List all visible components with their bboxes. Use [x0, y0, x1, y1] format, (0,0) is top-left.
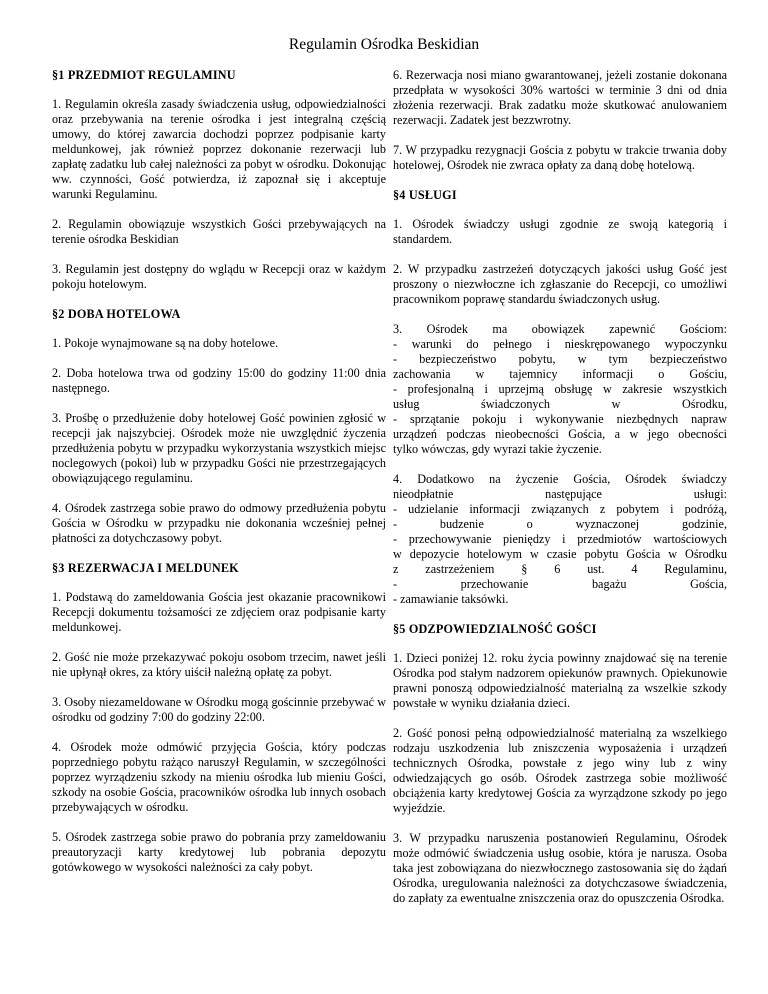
section-1-paragraph-3: 3. Regulamin jest dostępny do wglądu w Recepcji oraz w każdym pokoju hotelowym. [52, 262, 386, 291]
list-line: - profesjonalną i uprzejmą obsługę w zakresie wszystkich [393, 382, 727, 396]
right-column [393, 68, 727, 921]
section-1-paragraph-1: 1. Regulamin określa zasady świadczenia usług, odpowiedzialności oraz przebywania na terenie ośrodka i jest integralną częścią umowy, do której zawarcia dochodzi poprzez podpisanie karty meldunkowej, jak również poprzez dokonanie rezerwacji lub zapłatę zadatku lub całej należności za pobyt w ośrodku. Dokonując ww. czynności, Gość potwierdza, iż zapoznał się i akceptuje warunki Regulaminu. [52, 97, 386, 201]
section-2-paragraph-2: 2. Doba hotelowa trwa od godziny 15:00 do godziny 11:00 dnia następnego. [52, 366, 386, 395]
section-3-paragraph-7: 7. W przypadku rezygnacji Gościa z pobytu w trakcie trwania doby hotelowej, Ośrodek nie zwraca opłaty za daną dobę hotelową. [393, 143, 727, 172]
list-line: - sprzątanie pokoju i wykonywanie niezbędnych napraw [393, 412, 727, 426]
section-5-heading: §5 ODZPOWIEDZIALNOŚĆ GOŚCI [393, 622, 597, 636]
list-line: usług świadczonych w Ośrodku, [393, 397, 727, 411]
section-4-paragraph-2: 2. W przypadku zastrzeżeń dotyczących jakości usług Gość jest proszony o niezwłoczne ich zgłaszanie do Recepcji, co umożliwi pracownikom poprawę standardu świadczonych usług. [393, 262, 727, 306]
list-line: z zastrzeżeniem § 6 ust. 4 Regulaminu, [393, 562, 727, 576]
section-4-paragraph-1: 1. Ośrodek świadczy usługi zgodnie ze swoją kategorią i standardem. [393, 217, 727, 246]
list-line: w depozycie hotelowym w czasie pobytu Gościa w Ośrodku [393, 547, 727, 561]
section-3-paragraph-5: 5. Ośrodek zastrzega sobie prawo do pobrania przy zameldowaniu preautoryzacji karty kredytowej lub pobrania depozytu gotówkowego w wysokości należności za cały pobyt. [52, 830, 386, 874]
list-line: - przechowywanie pieniędzy i przedmiotów wartościowych [393, 532, 727, 546]
section-3-paragraph-4: 4. Ośrodek może odmówić przyjęcia Gościa, który podczas poprzedniego pobytu rażąco naruszył Regulamin, w szczególności poprzez wyrządzeniu szkody na mieniu ośrodka lub mieniu Gości, szkody na osobie Gościa, pracowników ośrodka lub innych osobach przebywających w ośrodku. [52, 740, 386, 814]
section-1-heading: §1 PRZEDMIOT REGULAMINU [52, 68, 236, 82]
list-line: - przechowanie bagażu Gościa, [393, 577, 727, 591]
section-4-heading: §4 USŁUGI [393, 188, 457, 202]
section-5-paragraph-3: 3. W przypadku naruszenia postanowień Regulaminu, Ośrodek może odmówić świadczenia usług osobie, która je narusza. Osoba taka jest zobowiązana do niezwłocznego zastosowania się do żądań Ośrodka, uregulowania należności za dotychczasowe świadczenia, do zapłaty za ewentualne zniszczenia oraz do opuszczenia Ośrodka. [393, 831, 727, 905]
section-5-paragraph-2: 2. Gość ponosi pełną odpowiedzialność materialną za wszelkiego rodzaju uszkodzenia lub zniszczenia wyposażenia i urządzeń technicznych Ośrodka, powstałe z jego winy lub z winy odwiedzających go osób. Ośrodek zastrzega sobie możliwość obciążenia karty kredytowej Gościa za wyrządzone szkody po jego wyjeździe. [393, 726, 727, 815]
section-4-paragraph-3 [393, 322, 727, 457]
section-3-paragraph-6: 6. Rezerwacja nosi miano gwarantowanej, jeżeli zostanie dokonana przedpłata w wysokości 30% wartości w terminie 3 dni od dnia złożenia rezerwacji. Brak zadatku może skutkować anulowaniem rezerwacji. Zadatek jest bezzwrotny. [393, 68, 727, 127]
document-title: Regulamin Ośrodka Beskidian [288, 36, 480, 53]
section-3-paragraph-3: 3. Osoby niezameldowane w Ośrodku mogą gościnnie przebywać w ośrodku od godziny 7:00 do godziny 22:00. [52, 695, 386, 724]
section-4-paragraph-4 [393, 472, 727, 607]
list-line: - warunki do pełnego i nieskrępowanego wypoczynku [393, 337, 727, 351]
section-3-heading: §3 REZERWACJA I MELDUNEK [52, 561, 239, 575]
list-line: zachowania w tajemnicy informacji o Gościu, [393, 367, 727, 381]
section-3-paragraph-2: 2. Gość nie może przekazywać pokoju osobom trzecim, nawet jeśli nie upłynął okres, za który uiścił należną opłatę za pobyt. [52, 650, 386, 679]
list-line: 4. Dodatkowo na życzenie Gościa, Ośrodek świadczy [393, 472, 727, 486]
list-line: - budzenie o wyznaczonej godzinie, [393, 517, 727, 531]
list-line: urządzeń podczas nieobecności Gościa, a w jego obecności [393, 427, 727, 441]
left-column [52, 68, 386, 890]
list-line: - bezpieczeństwo pobytu, w tym bezpieczeństwo [393, 352, 727, 366]
section-3-paragraph-1: 1. Podstawą do zameldowania Gościa jest okazanie pracownikowi Recepcji dokumentu tożsamości ze zdjęciem oraz podpisanie karty meldunkowej. [52, 590, 386, 634]
section-2-paragraph-1: 1. Pokoje wynajmowane są na doby hotelowe. [52, 336, 279, 350]
list-line: - udzielanie informacji związanych z pobytem i podróżą, [393, 502, 727, 516]
list-line: - zamawianie taksówki. [393, 592, 509, 606]
section-2-paragraph-4: 4. Ośrodek zastrzega sobie prawo do odmowy przedłużenia pobytu Gościa w Ośrodku w przypadku nie dokonania wcześniej pełnej płatności za dotychczasowy pobyt. [52, 501, 386, 545]
list-line: 3. Ośrodek ma obowiązek zapewnić Gościom: [393, 322, 727, 336]
section-5-paragraph-1: 1. Dzieci poniżej 12. roku życia powinny znajdować się na terenie Ośrodka pod stałym nadzorem opiekunów prawnych. Opiekunowie prawni ponoszą odpowiedzialność materialną za wszelkie szkody powstałe w wyniku działania dzieci. [393, 651, 727, 710]
section-2-heading: §2 DOBA HOTELOWA [52, 307, 181, 321]
list-line: tylko wówczas, gdy wyrazi takie życzenie. [393, 442, 602, 456]
list-line: nieodpłatnie następujące usługi: [393, 487, 727, 501]
section-1-paragraph-2: 2. Regulamin obowiązuje wszystkich Gości przebywających na terenie ośrodka Beskidian [52, 217, 386, 246]
section-2-paragraph-3: 3. Prośbę o przedłużenie doby hotelowej Gość powinien zgłosić w recepcji jak najszybciej. Ośrodek może nie uwzględnić życzenia przedłużenia pobytu w przypadku wykorzystania wszystkich miejsc noclegowych (pokoi) lub w przypadku Gości nie przestrzegających obowiązującego regulaminu. [52, 411, 386, 485]
